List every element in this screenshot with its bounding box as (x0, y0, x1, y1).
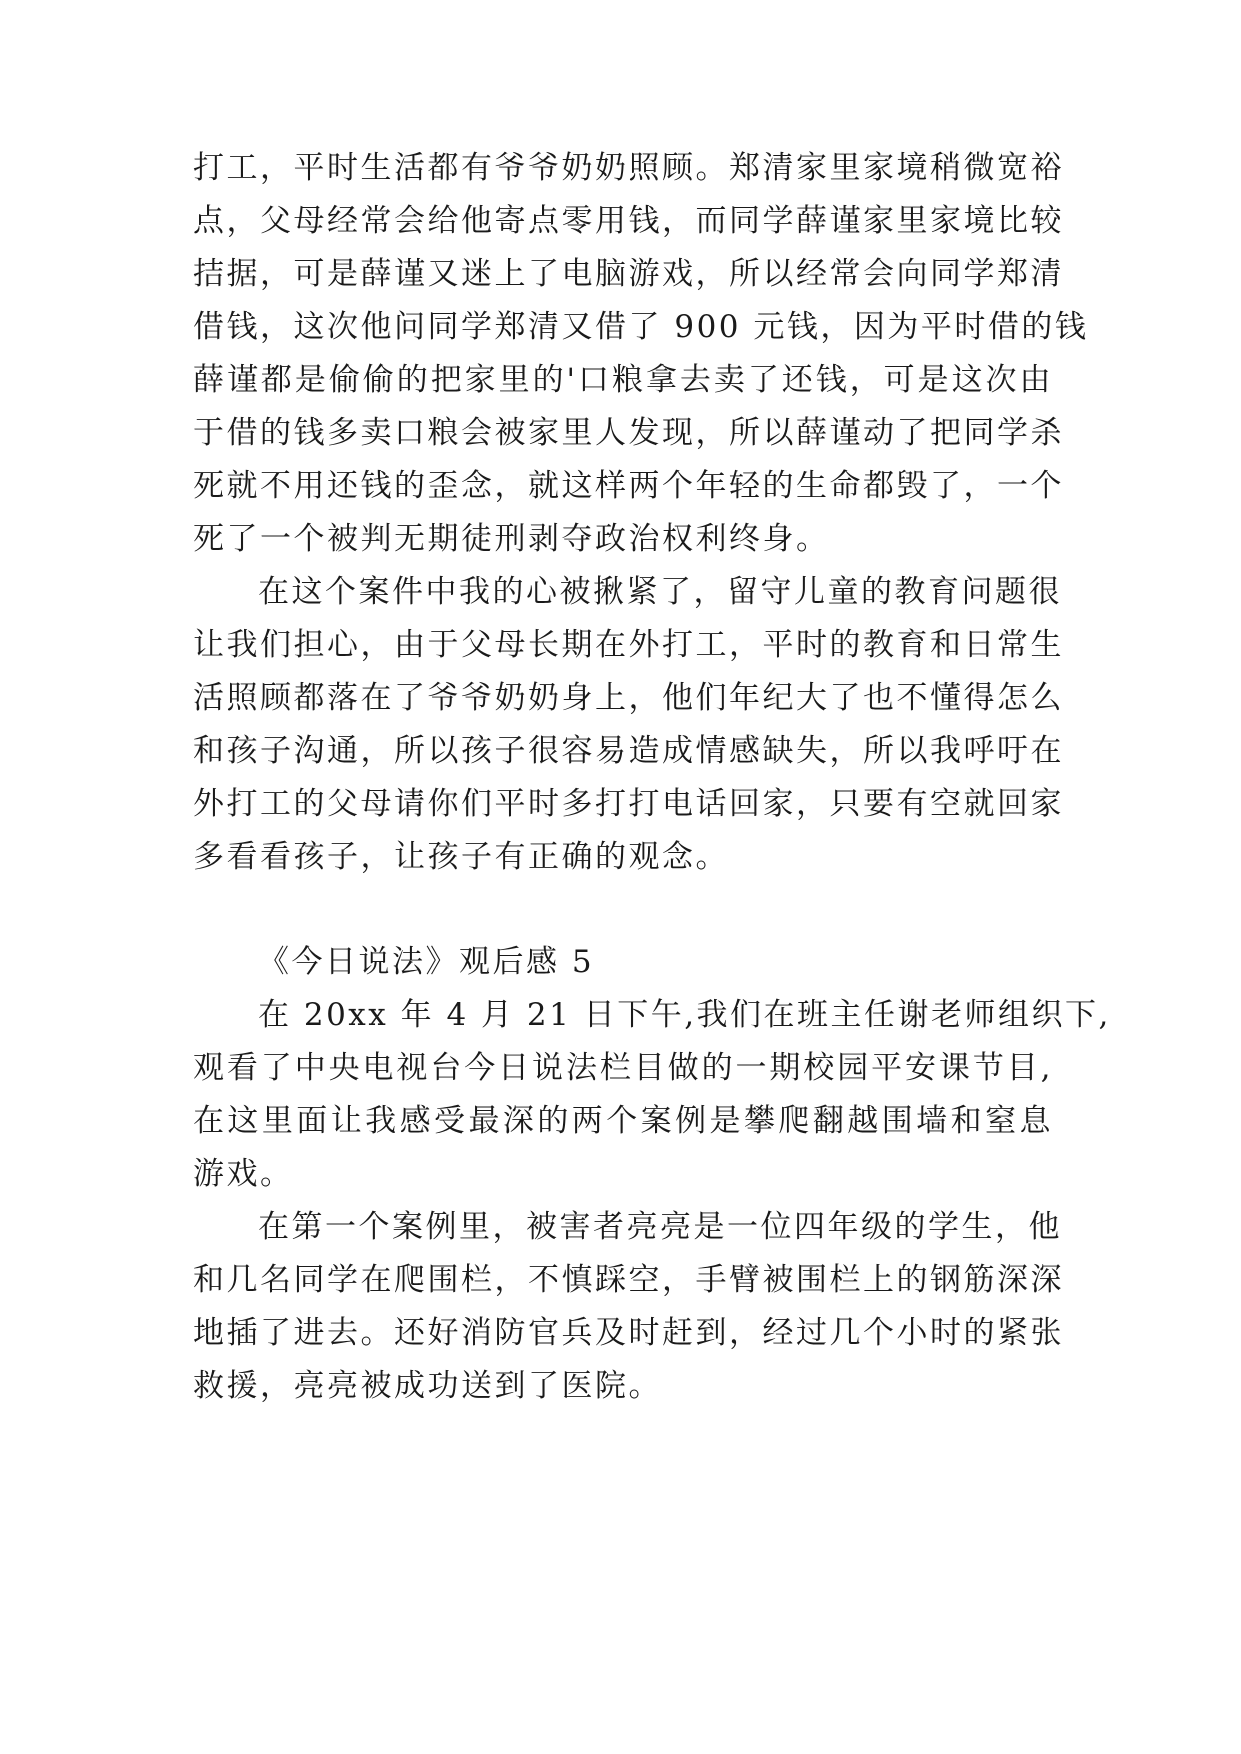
paragraph-2-line-4: 和孩子沟通，所以孩子很容易造成情感缺失，所以我呼吁在 (193, 733, 1064, 769)
paragraph-1-line-1: 打工，平时生活都有爷爷奶奶照顾。郑清家里家境稍微宽裕 (193, 150, 1064, 186)
paragraph-4-line-3: 地插了进去。还好消防官兵及时赶到，经过几个小时的紧张 (193, 1315, 1064, 1351)
paragraph-1-line-7: 死就不用还钱的歪念，就这样两个年轻的生命都毁了，一个 (193, 468, 1064, 504)
paragraph-4-line-1: 在第一个案例里，被害者亮亮是一位四年级的学生，他 (258, 1209, 1062, 1245)
paragraph-1-line-4: 借钱，这次他问同学郑清又借了 900 元钱，因为平时借的钱 (193, 309, 1089, 345)
paragraph-2-line-6: 多看看孩子，让孩子有正确的观念。 (193, 839, 729, 875)
paragraph-3-line-2: 观看了中央电视台今日说法栏目做的一期校园平安课节目, (193, 1050, 1053, 1086)
paragraph-1-line-5: 薛谨都是偷偷的把家里的'口粮拿去卖了还钱，可是这次由 (193, 362, 1053, 398)
paragraph-2-line-2: 让我们担心，由于父母长期在外打工，平时的教育和日常生 (193, 627, 1064, 663)
paragraph-3-line-4: 游戏。 (193, 1156, 294, 1192)
paragraph-1-line-2: 点，父母经常会给他寄点零用钱，而同学薛谨家里家境比较 (193, 203, 1064, 239)
paragraph-2-line-1: 在这个案件中我的心被揪紧了，留守儿童的教育问题很 (258, 574, 1062, 610)
paragraph-1-line-8: 死了一个被判无期徒刑剥夺政治权利终身。 (193, 521, 830, 557)
section-heading: 《今日说法》观后感 5 (258, 944, 595, 980)
paragraph-2-line-5: 外打工的父母请你们平时多打打电话回家，只要有空就回家 (193, 786, 1064, 822)
paragraph-3-line-3: 在这里面让我感受最深的两个案例是攀爬翻越围墙和窒息 (193, 1103, 1053, 1139)
paragraph-4-line-2: 和几名同学在爬围栏，不慎踩空，手臂被围栏上的钢筋深深 (193, 1262, 1064, 1298)
paragraph-1-line-3: 拮据，可是薛谨又迷上了电脑游戏，所以经常会向同学郑清 (193, 256, 1064, 292)
paragraph-4-line-4: 救援，亮亮被成功送到了医院。 (193, 1368, 662, 1404)
paragraph-2-line-3: 活照顾都落在了爷爷奶奶身上，他们年纪大了也不懂得怎么 (193, 680, 1064, 716)
paragraph-3-line-1: 在 20xx 年 4 月 21 日下午,我们在班主任谢老师组织下, (258, 997, 1111, 1033)
paragraph-1-line-6: 于借的钱多卖口粮会被家里人发现，所以薛谨动了把同学杀 (193, 415, 1064, 451)
